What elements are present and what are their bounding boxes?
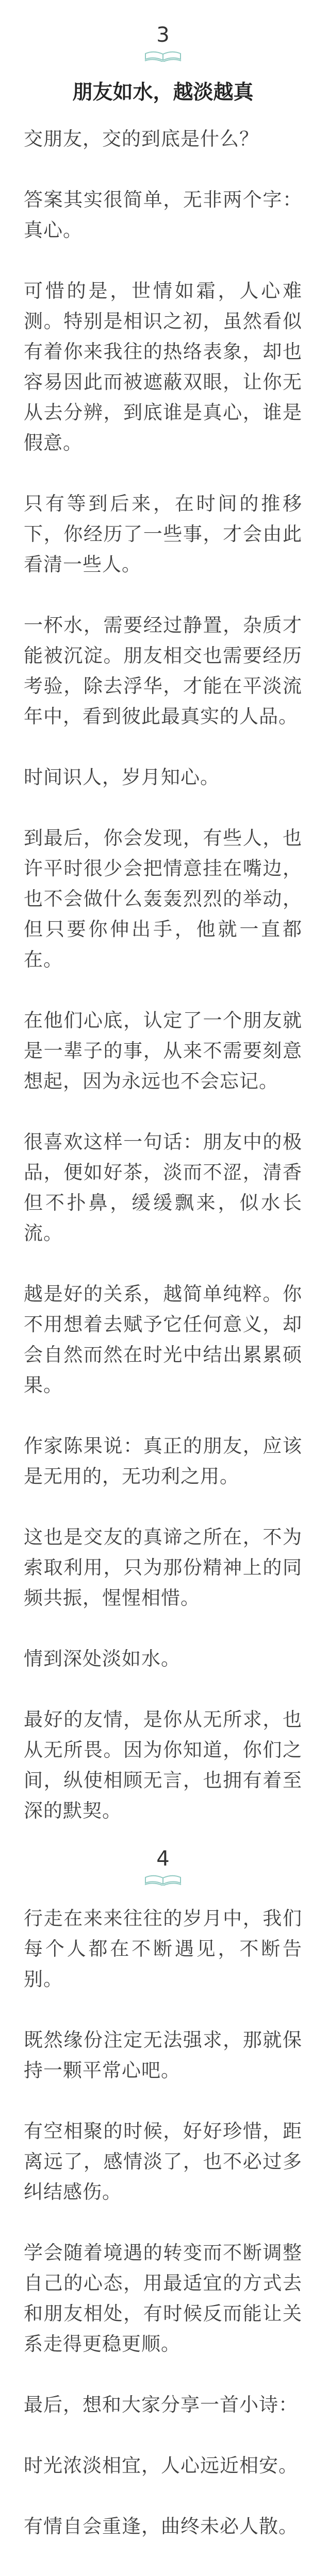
section-4-body: [24, 1886, 302, 2576]
paragraph: 只有等到后来，在时间的推移下，你经历了一些事，才会由此看清一些人。: [24, 493, 302, 575]
open-book-icon: [144, 50, 182, 62]
section-number: 3: [156, 23, 170, 47]
paragraph: 答案其实很简单，无非两个字：真心。: [24, 189, 302, 241]
paragraph: 有空相聚的时候，好好珍惜，距离远了，感情淡了，也不必过多纠结感伤。: [24, 2120, 302, 2203]
paragraph: 时间识人，岁月知心。: [24, 766, 220, 788]
paragraph: 在他们心底，认定了一个朋友就是一辈子的事，从来不需要刻意想起，因为永远也不会忘记。: [24, 1009, 302, 1092]
section-4: [24, 1826, 302, 2576]
paragraph: 既然缘份注定无法强求，那就保持一颗平常心吧。: [24, 2029, 302, 2081]
paragraph: 到最后，你会发现，有些人，也许平时很少会把情意挂在嘴边，也不会做什么轰轰烈烈的举动，但只要你伸出手，他就一直都在。: [24, 827, 302, 971]
paragraph: [24, 2572, 302, 2576]
paragraph: 最后，想和大家分享一首小诗：: [24, 2394, 298, 2416]
section-4-header: [24, 1826, 302, 1886]
paragraph: 一杯水，需要经过静置，杂质才能被沉淀。朋友相交也需要经历考验，除去浮华，才能在平淡流年中，看到彼此最真实的人品。: [24, 614, 302, 727]
paragraph: 行走在来来往往的岁月中，我们每个人都在不断遇见，不断告别。: [24, 1907, 302, 1990]
section-number: 4: [156, 1847, 170, 1871]
section-title: 朋友如水，越淡越真: [72, 81, 254, 104]
paragraph: 作家陈果说：真正的朋友，应该是无用的，无功利之用。: [24, 1435, 302, 1487]
paragraph: 最好的友情，是你从无所求，也从无所畏。因为你知道，你们之间，纵使相顾无言，也拥有着至深的默契。: [24, 1708, 302, 1822]
paragraph: 越是好的关系，越简单纯粹。你不用想着去赋予它任何意义，却会自然而然在时光中结出累累硕果。: [24, 1283, 302, 1396]
section-3-body: [24, 106, 302, 1826]
paragraph: 这也是交友的真谛之所在，不为索取利用，只为那份精神上的同频共振，惺惺相惜。: [24, 1526, 302, 1609]
paragraph: 学会随着境遇的转变而不断调整自己的心态，用最适宜的方式去和朋友相处，有时候反而能让关系走得更稳更顺。: [24, 2242, 302, 2355]
paragraph: 很喜欢这样一句话：朋友中的极品，便如好茶，淡而不涩，清香但不扑鼻，缓缓飘来，似水长流。: [24, 1131, 302, 1244]
open-book-icon: [144, 1874, 182, 1886]
paragraph: 时光浓淡相宜，人心远近相安。: [24, 2454, 298, 2477]
paragraph: 可惜的是，世情如霜，人心难测。特别是相识之初，虽然看似有着你来我往的热络表象，却也容易因此而被遮蔽双眼，让你无从去分辨，到底谁是真心，谁是假意。: [24, 280, 302, 454]
section-3-header: [24, 0, 302, 106]
paragraph: 交朋友，交的到底是什么？: [24, 128, 259, 150]
section-3: [24, 0, 302, 1826]
paragraph: 有情自会重逢，曲终未必人散。: [24, 2515, 298, 2537]
paragraph: 情到深处淡如水。: [24, 1648, 181, 1670]
